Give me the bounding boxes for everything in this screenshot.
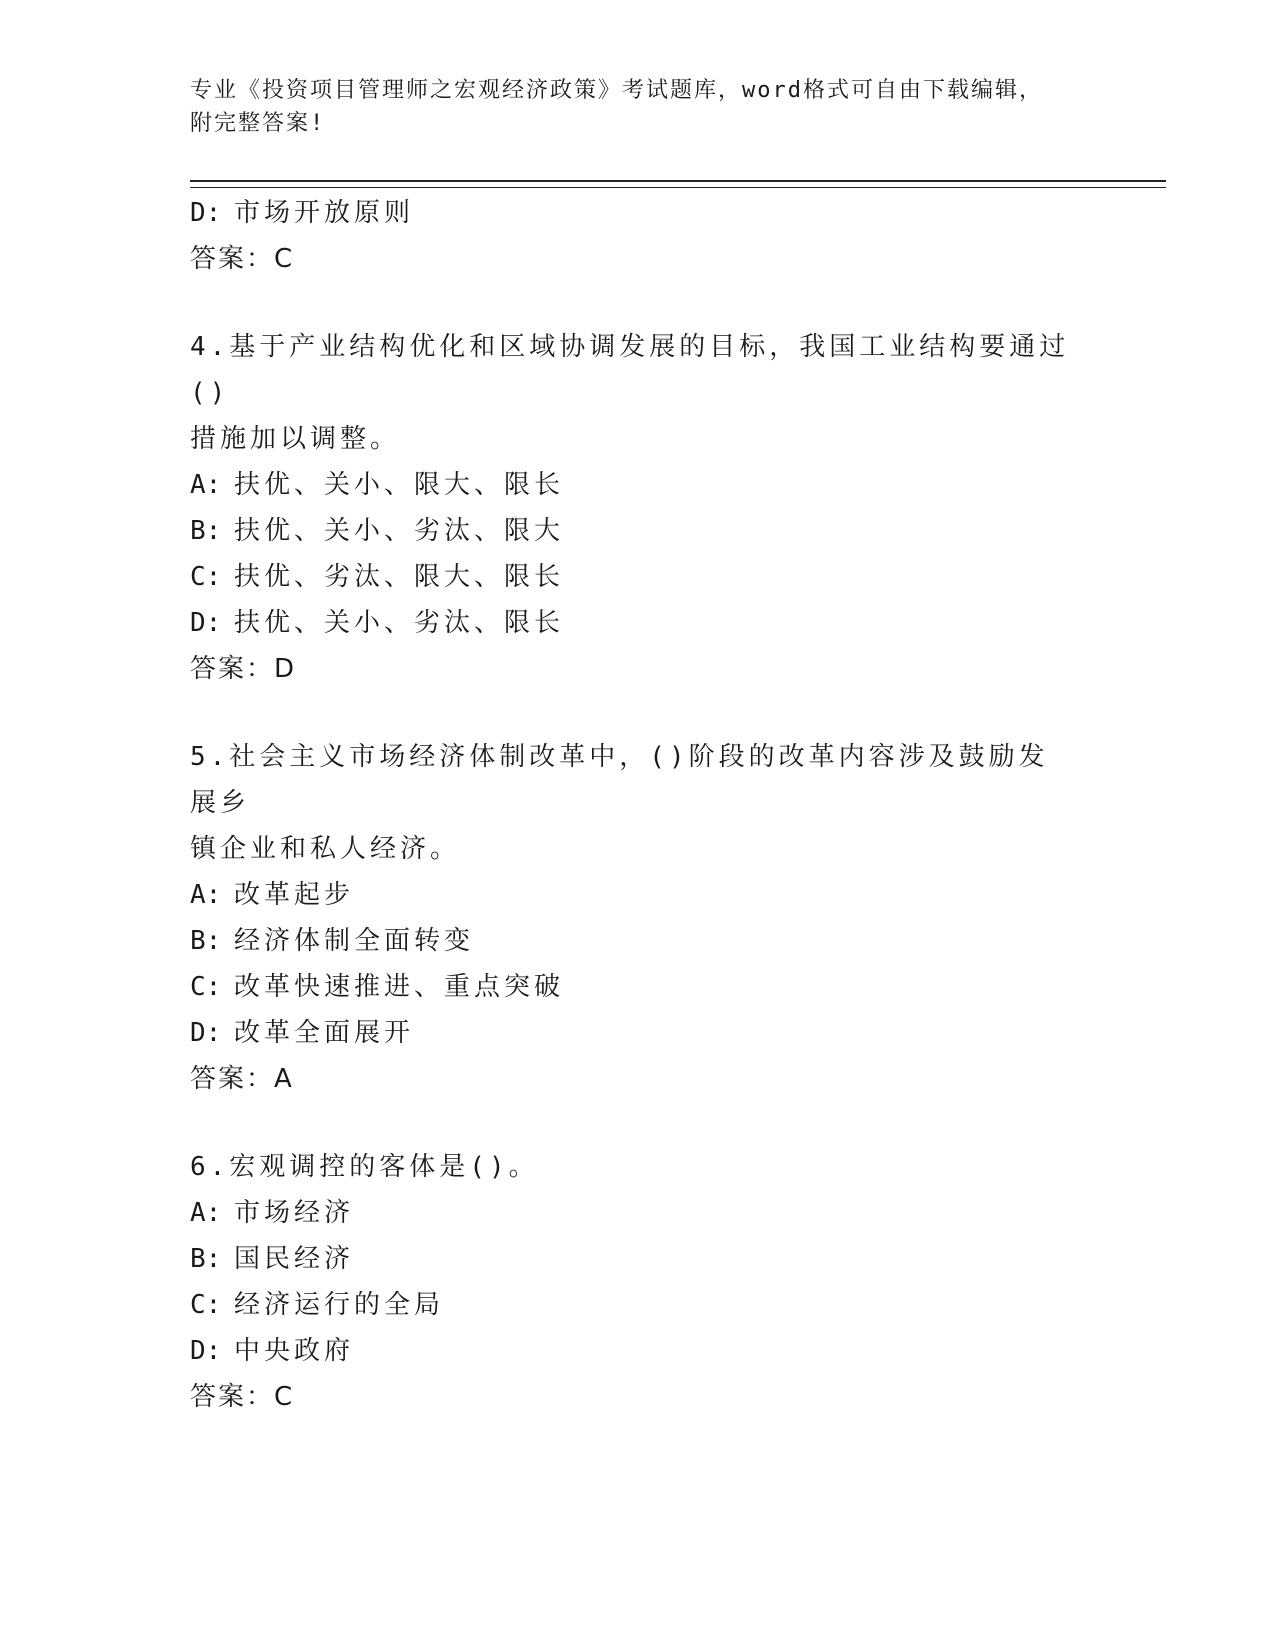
option-text: 中央政府	[234, 1336, 355, 1366]
option-text: 扶优、劣汰、限大、限长	[234, 562, 565, 592]
header-line-1: 专业《投资项目管理师之宏观经济政策》考试题库，word格式可自由下载编辑，	[190, 78, 1043, 103]
question-stem-line: 4.基于产业结构优化和区域协调发展的目标，我国工业结构要通过()	[190, 332, 1070, 408]
option-letter: C:	[190, 972, 222, 1002]
option-letter: A:	[190, 1198, 222, 1228]
option-line	[190, 1010, 1090, 1056]
option-line	[190, 1282, 1090, 1328]
question-list	[190, 190, 1090, 1420]
option-line	[190, 508, 1090, 554]
option-line	[190, 1328, 1090, 1374]
option-letter: B:	[190, 926, 222, 956]
question-stem-line: 镇企业和私人经济。	[190, 834, 461, 864]
option-line	[190, 554, 1090, 600]
option-text: 扶优、关小、劣汰、限大	[234, 516, 565, 546]
option-line	[190, 1190, 1090, 1236]
option-letter: A:	[190, 880, 222, 910]
answer-line: 答案：C	[190, 244, 295, 274]
option-letter: C:	[190, 562, 222, 592]
option-letter: D:	[190, 1336, 222, 1366]
option-line	[190, 918, 1090, 964]
option-line	[190, 462, 1090, 508]
option-letter: B:	[190, 516, 222, 546]
option-letter: D:	[190, 198, 222, 228]
option-line	[190, 964, 1090, 1010]
question-stem-line: 5.社会主义市场经济体制改革中，()阶段的改革内容涉及鼓励发展乡	[190, 742, 1049, 818]
answer-line: 答案：D	[190, 654, 297, 684]
option-letter: C:	[190, 1290, 222, 1320]
document-header	[190, 74, 1070, 140]
option-text: 经济体制全面转变	[234, 926, 475, 956]
option-letter: A:	[190, 470, 222, 500]
header-divider	[190, 180, 1166, 188]
option-line	[190, 872, 1090, 918]
option-text: 市场经济	[234, 1198, 355, 1228]
option-text: 扶优、关小、限大、限长	[234, 470, 565, 500]
question-stem-line: 措施加以调整。	[190, 424, 401, 454]
question-stem-line: 6.宏观调控的客体是()。	[190, 1152, 539, 1182]
option-text: 扶优、关小、劣汰、限长	[234, 608, 565, 638]
header-line-2: 附完整答案!	[190, 111, 326, 136]
question-block	[190, 734, 1090, 1102]
option-text: 国民经济	[234, 1244, 355, 1274]
option-text: 改革快速推进、重点突破	[234, 972, 565, 1002]
option-text: 改革全面展开	[234, 1018, 415, 1048]
option-line	[190, 1236, 1090, 1282]
option-letter: B:	[190, 1244, 222, 1274]
option-line	[190, 600, 1090, 646]
option-line	[190, 190, 1090, 236]
answer-line: 答案：A	[190, 1064, 294, 1094]
option-letter: D:	[190, 608, 222, 638]
question-block	[190, 1144, 1090, 1420]
question-block	[190, 324, 1090, 692]
option-text: 改革起步	[234, 880, 355, 910]
answer-line: 答案：C	[190, 1382, 295, 1412]
option-text: 市场开放原则	[234, 198, 415, 228]
option-letter: D:	[190, 1018, 222, 1048]
option-text: 经济运行的全局	[234, 1290, 445, 1320]
